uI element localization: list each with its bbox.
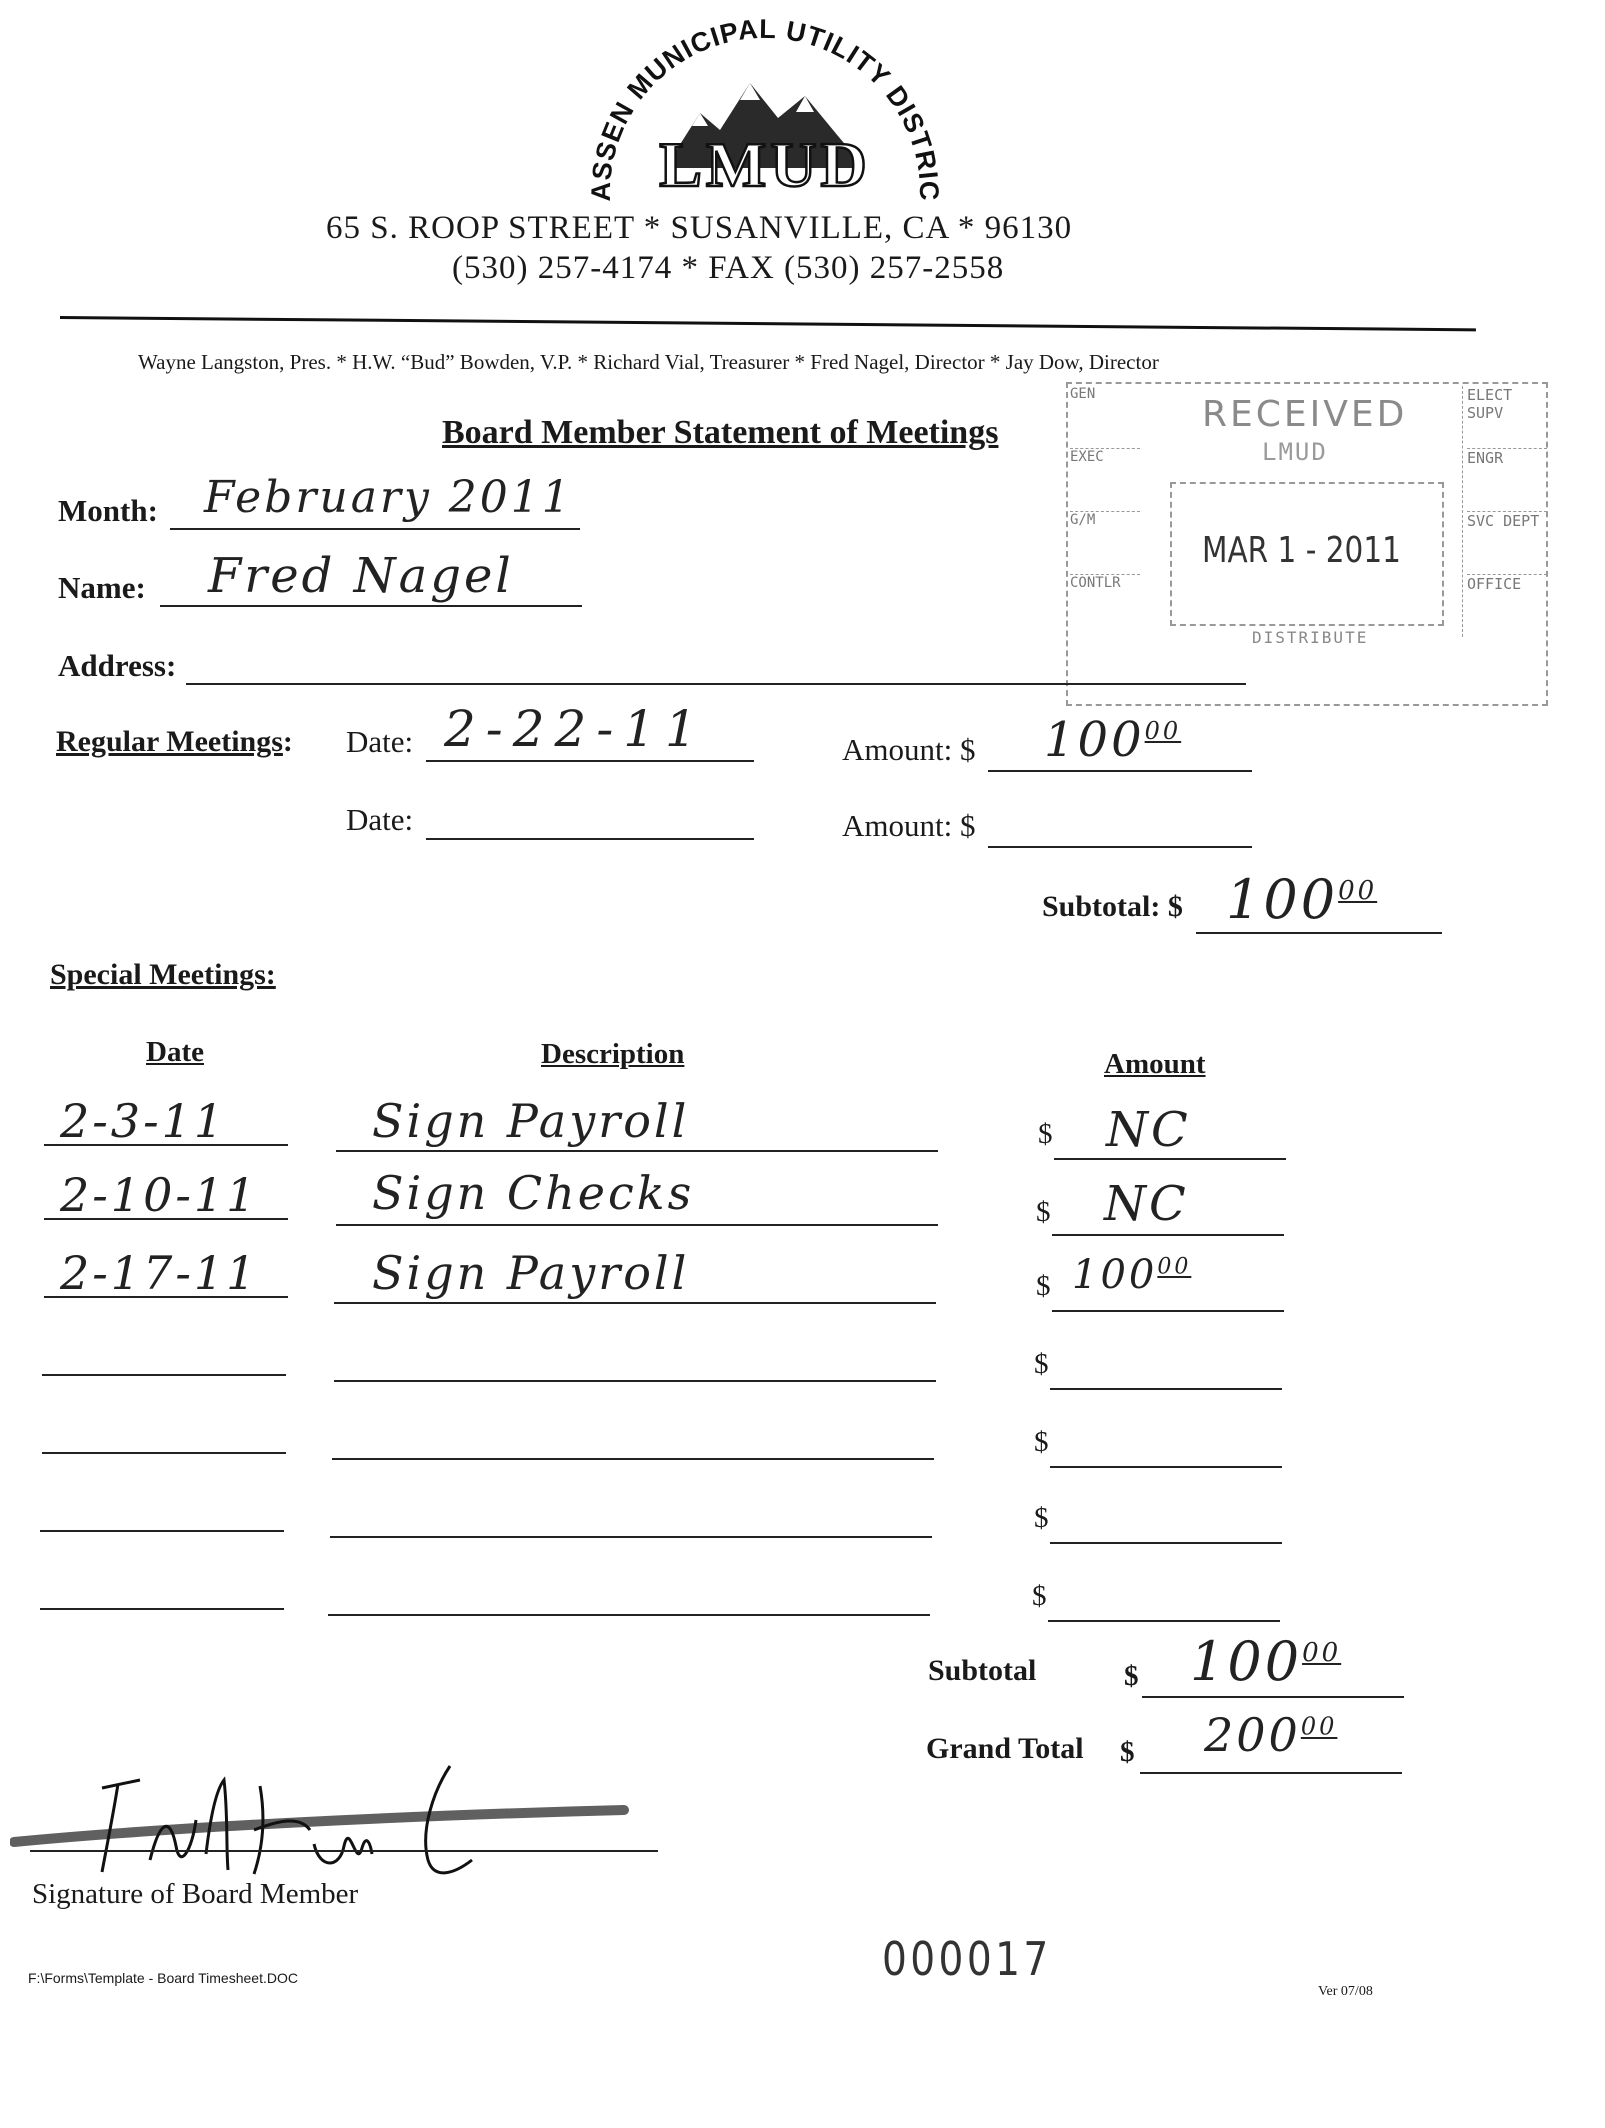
signature-label: Signature of Board Member xyxy=(32,1878,359,1910)
grand-total-dollar-sign: $ xyxy=(1120,1736,1135,1768)
special-date-value: 2-10-11 xyxy=(60,1168,259,1222)
special-amount-line[interactable] xyxy=(1052,1234,1284,1236)
special-subtotal-dollars: 100 xyxy=(1190,1630,1303,1693)
stamp-box-label: CONTLR xyxy=(1070,575,1121,591)
lmud-logo xyxy=(580,18,950,208)
regular-subtotal-line[interactable] xyxy=(1196,932,1442,934)
regular-amount-label-2: Amount: $ xyxy=(842,808,976,843)
special-amount-line[interactable] xyxy=(1054,1158,1286,1160)
regular-amount-label: Amount: $ xyxy=(842,732,976,767)
received-stamp xyxy=(1052,382,1557,712)
special-subtotal-value xyxy=(1190,1630,1341,1693)
letterhead-address: 65 S. ROOP STREET * SUSANVILLE, CA * 96130 xyxy=(326,210,1073,246)
special-dollar-sign: $ xyxy=(1034,1426,1049,1458)
grand-total-line[interactable] xyxy=(1140,1772,1402,1774)
special-subtotal-label: Subtotal xyxy=(928,1654,1037,1687)
stamp-received-text: RECEIVED xyxy=(1202,394,1408,435)
special-description-value: Sign Checks xyxy=(372,1166,695,1220)
special-amount-value xyxy=(1106,1102,1191,1158)
special-date-line[interactable] xyxy=(42,1374,286,1376)
special-amount-dollars: 100 xyxy=(1072,1252,1158,1298)
name-label: Name: xyxy=(58,570,146,605)
special-date-value: 2-17-11 xyxy=(60,1246,259,1300)
letterhead-phone: (530) 257-4174 * FAX (530) 257-2558 xyxy=(452,250,1005,286)
stamp-right-boxes xyxy=(1462,386,1547,637)
stamp-distribute-text: DISTRIBUTE xyxy=(1252,628,1369,647)
regular-amount-value xyxy=(1044,712,1181,768)
grand-total-value xyxy=(1204,1708,1337,1762)
regular-date-label-2: Date: xyxy=(346,802,414,837)
special-description-line[interactable] xyxy=(334,1302,936,1304)
special-description-line[interactable] xyxy=(332,1458,934,1460)
board-officers: Wayne Langston, Pres. * H.W. “Bud” Bowden, V.P. * Richard Vial, Treasurer * Fred Nagel, Director * Jay Dow, Director xyxy=(138,350,1159,374)
month-label: Month: xyxy=(58,493,158,528)
regular-amount-line-2[interactable] xyxy=(988,846,1252,848)
regular-amount-dollars: 100 xyxy=(1044,712,1145,768)
special-amount-line[interactable] xyxy=(1050,1466,1282,1468)
stamp-box-label: ELECT SUPV xyxy=(1467,386,1547,449)
stamp-date: MAR 1 - 2011 xyxy=(1202,530,1401,571)
special-date-line[interactable] xyxy=(40,1608,284,1610)
letterhead-rule xyxy=(60,316,1476,331)
stamp-box-label: EXEC xyxy=(1070,449,1140,512)
month-field-line[interactable] xyxy=(170,528,580,530)
special-amount-dollars: NC xyxy=(1106,1102,1191,1158)
regular-subtotal-dollars: 100 xyxy=(1226,868,1339,931)
address-label: Address: xyxy=(58,648,177,683)
regular-subtotal-cents: 00 xyxy=(1338,876,1378,906)
special-description-line[interactable] xyxy=(336,1150,938,1152)
stamp-box-label: ENGR xyxy=(1467,449,1547,512)
special-dollar-sign: $ xyxy=(1034,1502,1049,1534)
name-field-line[interactable] xyxy=(160,605,582,607)
column-header-date: Date xyxy=(146,1036,204,1068)
special-dollar-sign: $ xyxy=(1032,1580,1047,1612)
stamp-box-label: SVC DEPT xyxy=(1467,512,1547,575)
regular-date-value: 2-22-11 xyxy=(444,700,707,758)
regular-amount-cents: 00 xyxy=(1144,717,1182,745)
grand-total-dollars: 200 xyxy=(1204,1708,1301,1762)
special-amount-line[interactable] xyxy=(1050,1388,1282,1390)
regular-meetings-label xyxy=(56,725,293,759)
signature-image xyxy=(10,1750,650,1890)
grand-total-cents: 00 xyxy=(1300,1712,1338,1741)
special-amount-cents: 00 xyxy=(1157,1254,1192,1280)
special-subtotal-cents: 00 xyxy=(1302,1638,1342,1668)
address-field-line[interactable] xyxy=(186,683,1246,685)
special-amount-line[interactable] xyxy=(1052,1310,1284,1312)
stamp-box-label: GEN xyxy=(1070,386,1140,449)
name-value: Fred Nagel xyxy=(208,548,514,604)
special-description-value: Sign Payroll xyxy=(372,1246,690,1300)
special-subtotal-line[interactable] xyxy=(1142,1696,1404,1698)
regular-date-label: Date: xyxy=(346,724,414,759)
special-description-line[interactable] xyxy=(336,1224,938,1226)
logo-arc-text: ASSEN MUNICIPAL UTILITY DISTRIC xyxy=(585,18,945,202)
special-amount-line[interactable] xyxy=(1050,1542,1282,1544)
column-header-description: Description xyxy=(541,1038,685,1070)
special-amount-dollars: NC xyxy=(1104,1176,1189,1232)
column-header-amount: Amount xyxy=(1104,1048,1206,1080)
form-version: Ver 07/08 xyxy=(1318,1984,1373,1999)
special-amount-value xyxy=(1104,1176,1189,1232)
stamp-box-label: G/M xyxy=(1070,512,1140,575)
stamp-box-label: OFFICE xyxy=(1467,575,1522,593)
special-dollar-sign: $ xyxy=(1038,1118,1053,1150)
special-dollar-sign: $ xyxy=(1034,1348,1049,1380)
regular-subtotal-value xyxy=(1226,868,1377,931)
special-subtotal-dollar-sign: $ xyxy=(1124,1660,1139,1692)
month-value: February 2011 xyxy=(204,472,573,523)
form-title: Board Member Statement of Meetings xyxy=(442,414,999,451)
special-amount-line[interactable] xyxy=(1048,1620,1280,1622)
special-description-line[interactable] xyxy=(330,1536,932,1538)
regular-date-line-2[interactable] xyxy=(426,838,754,840)
special-description-line[interactable] xyxy=(328,1614,930,1616)
regular-subtotal-label: Subtotal: $ xyxy=(1042,890,1183,923)
special-dollar-sign: $ xyxy=(1036,1196,1051,1228)
regular-amount-line[interactable] xyxy=(988,770,1252,772)
regular-date-line[interactable] xyxy=(426,760,754,762)
document-number: 000017 xyxy=(882,1932,1052,1986)
grand-total-label: Grand Total xyxy=(926,1732,1084,1765)
regular-meetings-colon: : xyxy=(282,725,293,758)
special-amount-value xyxy=(1072,1252,1191,1298)
regular-meetings-heading: Regular Meetings xyxy=(56,725,283,758)
special-description-value: Sign Payroll xyxy=(372,1094,690,1148)
special-date-line[interactable] xyxy=(42,1452,286,1454)
special-description-line[interactable] xyxy=(334,1380,936,1382)
special-date-line[interactable] xyxy=(40,1530,284,1532)
stamp-left-boxes xyxy=(1070,386,1140,637)
stamp-org-text: LMUD xyxy=(1262,438,1328,466)
special-meetings-heading: Special Meetings: xyxy=(50,958,276,991)
logo-initials: LMUD xyxy=(659,129,871,200)
special-date-value: 2-3-11 xyxy=(60,1094,227,1148)
signature-line[interactable] xyxy=(30,1850,658,1852)
footer-file-path: F:\Forms\Template - Board Timesheet.DOC xyxy=(28,1970,298,1986)
special-dollar-sign: $ xyxy=(1036,1270,1051,1302)
